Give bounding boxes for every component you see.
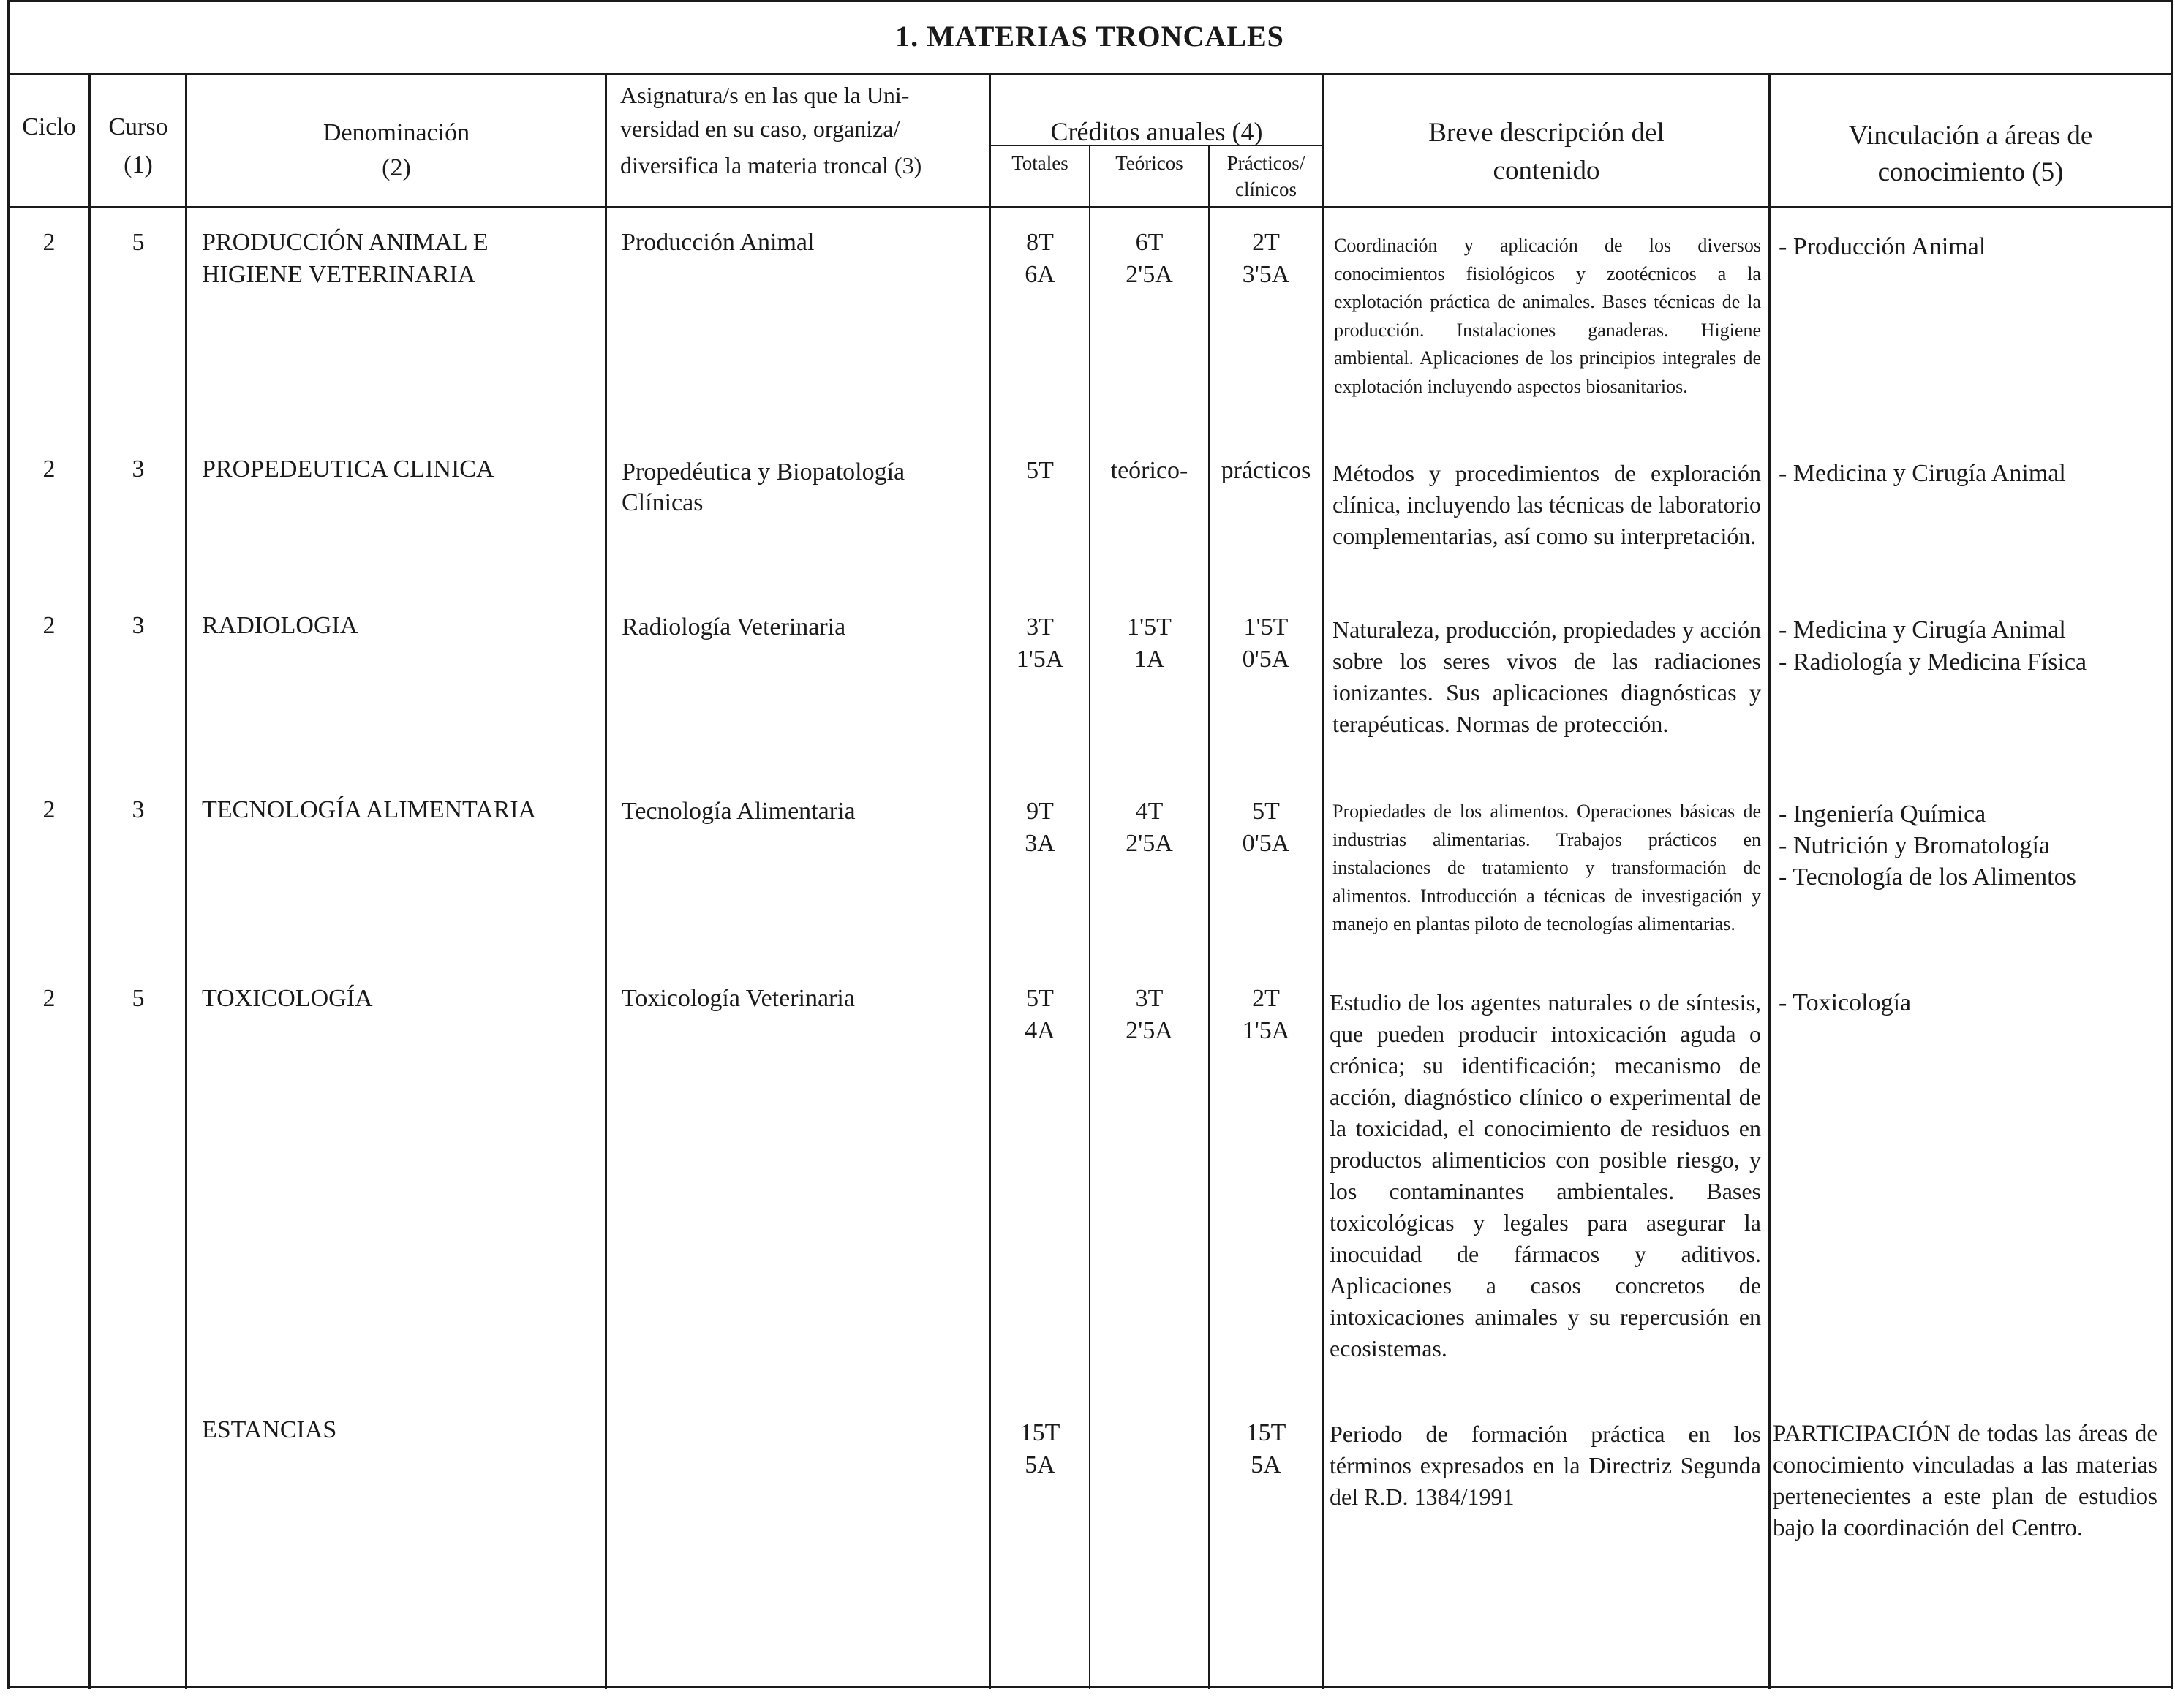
header-denominacion: Denominación (323, 119, 470, 146)
cell-totales: 5T (1026, 457, 1054, 484)
cell-teoricos: 1A (1134, 646, 1165, 673)
header-descripcion-line2: contenido (1493, 156, 1600, 186)
cell-practicos: 15T (1245, 1419, 1286, 1446)
header-vinculacion-line2: conocimiento (5) (1877, 157, 2064, 187)
header-practicos-line1: Prácticos/ (1226, 152, 1305, 174)
cell-totales: 5A (1025, 1451, 1055, 1478)
cell-curso: 3 (132, 796, 145, 823)
cell-totales: 9T (1026, 798, 1054, 825)
cell-ciclo: 2 (42, 796, 56, 823)
cell-teoricos: 6T (1135, 229, 1164, 256)
cell-descripcion: Estudio de los agentes naturales o de síntesis, que pueden producir intoxicación aguda o crónica; su identificación; mecanismo de acción, diagnóstico clínico o experimental de la toxicidad, el conocimiento de residuos en productos alimenticios con posible riesgo, y los contaminantes ambientales. Bases toxicológicas y legales para asegurar la inocuidad de fármacos y aditivos. Aplicaciones a casos concretos de intoxicaciones animales y su repercusión en ecosistemas. (1330, 989, 1761, 1361)
cell-vinculacion: - Producción Animal (1779, 233, 1986, 260)
cell-denominacion: ESTANCIAS (202, 1416, 337, 1443)
cell-descripcion: Métodos y procedimientos de exploración clínica, incluyendo las técnicas de laboratorio complementarias, así como su interpretación. (1332, 460, 1761, 549)
header-descripcion-line1: Breve descripción del (1428, 118, 1665, 148)
cell-practicos: 3'5A (1242, 261, 1290, 288)
cell-denominacion: HIGIENE VETERINARIA (202, 261, 476, 288)
cell-practicos: 1'5A (1242, 1017, 1290, 1044)
cell-practicos: 0'5A (1242, 830, 1290, 857)
header-teoricos: Teóricos (1115, 152, 1183, 174)
cell-vinculacion: - Tecnología de los Alimentos (1779, 864, 2076, 891)
cell-curso: 5 (132, 985, 145, 1012)
cell-denominacion: RADIOLOGIA (202, 612, 358, 639)
cell-vinculacion: - Medicina y Cirugía Animal (1779, 616, 2066, 643)
cell-asignatura: Propedéutica y Biopatología (622, 458, 905, 485)
cell-teoricos: 3T (1135, 985, 1164, 1012)
table-title: 1. MATERIAS TRONCALES (895, 20, 1284, 53)
cell-ciclo: 2 (42, 456, 56, 483)
cell-curso: 5 (132, 229, 145, 256)
table-right-border (2171, 0, 2173, 1689)
header-totales: Totales (1011, 152, 1068, 174)
title-bottom-border (7, 73, 2172, 75)
cell-teoricos: 2'5A (1126, 830, 1173, 857)
col-divider-totales (1089, 145, 1090, 1689)
col-divider-creditos (1322, 73, 1324, 1689)
header-asignatura-line2: versidad en su caso, organiza/ (620, 116, 900, 142)
cell-totales: 4A (1025, 1017, 1055, 1044)
cell-totales: 1'5A (1016, 646, 1064, 673)
cell-descripcion: Periodo de formación práctica en los términos expresados en la Directriz Segunda del R.D. 1384/1991 (1330, 1421, 1761, 1510)
header-vinculacion-line1: Vinculación a áreas de (1848, 121, 2093, 151)
cell-vinculacion: PARTICIPACIÓN de todas las áreas de conocimiento vinculadas a las materias pertenecientes a este plan de estudios bajo la coordinación del Centro. (1773, 1421, 2157, 1541)
header-asignatura-line1: Asignatura/s en las que la Uni- (620, 82, 910, 108)
cell-denominacion: TECNOLOGÍA ALIMENTARIA (202, 796, 537, 823)
cell-vinculacion: - Nutrición y Bromatología (1779, 832, 2051, 859)
cell-ciclo: 2 (42, 229, 56, 256)
cell-teoricos: 1'5T (1127, 613, 1172, 640)
cell-denominacion: PRODUCCIÓN ANIMAL E (202, 229, 489, 256)
cell-practicos: 5T (1252, 798, 1280, 825)
header-curso-note: (1) (124, 151, 153, 178)
cell-teoricos: 2'5A (1126, 1017, 1173, 1044)
cell-totales: 6A (1025, 261, 1055, 288)
cell-asignatura: Producción Animal (622, 229, 815, 256)
cell-practicos: 0'5A (1242, 646, 1290, 673)
col-divider-ciclo (88, 73, 91, 1689)
cell-vinculacion: - Medicina y Cirugía Animal (1779, 460, 2066, 487)
cell-asignatura: Toxicología Veterinaria (622, 985, 855, 1012)
cell-totales: 3A (1025, 830, 1055, 857)
cell-practicos: 2T (1252, 229, 1280, 256)
cell-practicos: prácticos (1221, 457, 1311, 484)
header-creditos: Créditos anuales (4) (1050, 117, 1263, 146)
header-ciclo: Ciclo (22, 113, 76, 140)
cell-vinculacion: - Toxicología (1779, 989, 1912, 1016)
cell-asignatura: Clínicas (622, 489, 704, 516)
cell-totales: 8T (1026, 229, 1054, 256)
col-divider-curso (185, 73, 187, 1689)
cell-descripcion: Coordinación y aplicación de los diversos conocimientos fisiológicos y zootécnicos a la explotación práctica de animales. Bases técnicas de la producción. Instalaciones ganaderas. Higiene ambiental. Aplicaciones de los principios integrales de explotación incluyendo aspectos biosanitarios. (1334, 235, 1761, 397)
cell-totales: 5T (1026, 985, 1054, 1012)
col-divider-denominacion (605, 73, 607, 1689)
cell-asignatura: Tecnología Alimentaria (622, 798, 856, 825)
cell-curso: 3 (132, 612, 145, 639)
cell-descripcion: Naturaleza, producción, propiedades y acción sobre los seres vivos de las radiaciones ionizantes. Sus aplicaciones diagnósticas y terapéuticas. Normas de protección. (1332, 616, 1761, 737)
cell-totales: 15T (1019, 1419, 1060, 1446)
cell-teoricos: 2'5A (1126, 261, 1173, 288)
cell-denominacion: TOXICOLOGÍA (202, 985, 373, 1012)
cell-practicos: 2T (1252, 985, 1280, 1012)
header-practicos-line2: clínicos (1235, 178, 1297, 200)
cell-descripcion: Propiedades de los alimentos. Operaciones básicas de industrias alimentarias. Trabajos prácticos en instalaciones de tratamiento y transformación de alimentos. Introducción a técnicas de investigación y manejo en plantas piloto de tecnologías alimentarias. (1332, 801, 1761, 934)
cell-practicos: 5A (1251, 1451, 1281, 1478)
cell-teoricos: 4T (1135, 798, 1164, 825)
col-divider-descripcion (1768, 73, 1771, 1689)
cell-ciclo: 2 (42, 985, 56, 1012)
cell-vinculacion: - Ingeniería Química (1779, 801, 1986, 828)
cell-denominacion: PROPEDEUTICA CLINICA (202, 456, 494, 483)
header-denominacion-note: (2) (382, 154, 411, 181)
header-asignatura-line3: diversifica la materia troncal (3) (620, 152, 922, 178)
cell-vinculacion: - Radiología y Medicina Física (1779, 649, 2087, 676)
cell-curso: 3 (132, 456, 145, 483)
cell-practicos: 1'5T (1243, 613, 1289, 640)
header-curso: Curso (108, 113, 168, 140)
table-top-border (7, 0, 2172, 2)
cell-ciclo: 2 (42, 612, 56, 639)
cell-totales: 3T (1026, 613, 1054, 640)
cell-teoricos: teórico- (1110, 457, 1188, 484)
cell-asignatura: Radiología Veterinaria (622, 613, 846, 640)
